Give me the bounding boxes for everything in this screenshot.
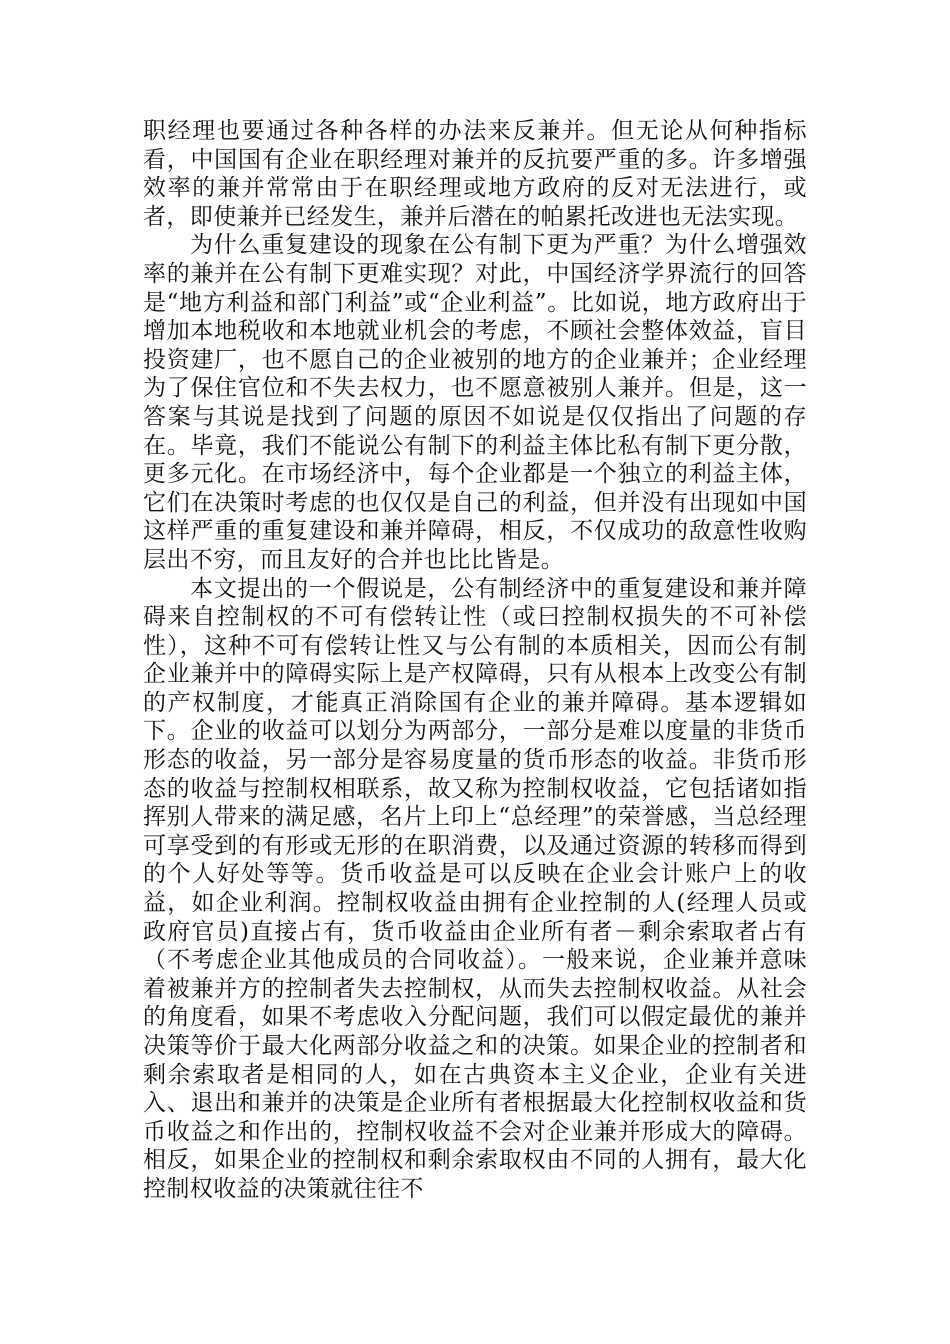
- paragraph-1: 职经理也要通过各种各样的办法来反兼并。但无论从何种指标看，中国国有企业在职经理对兼并的反抗要严重的多。许多增强效率的兼并常常由于在职经理或地方政府的反对无法进行，或者，即使兼并已经发生，兼并后潜在的帕累托改进也无法实现。: [143, 118, 807, 230]
- body-text: [143, 117, 807, 1204]
- paragraph-3: 本文提出的一个假说是，公有制经济中的重复建设和兼并障碍来自控制权的不可有偿转让性（或曰控制权损失的不可补偿性），这种不可有偿转让性又与公有制的本质相关，因而公有制企业兼并中的障碍实际上是产权障碍，只有从根本上改变公有制的产权制度，才能真正消除国有企业的兼并障碍。基本逻辑如下。企业的收益可以划分为两部分，一部分是难以度量的非货币形态的收益，另一部分是容易度量的货币形态的收益。非货币形态的收益与控制权相联系，故又称为控制权收益，它包括诸如指挥别人带来的满足感，名片上印上“总经理”的荣誉感，当总经理可享受到的有形或无形的在职消费，以及通过资源的转移而得到的个人好处等等。货币收益是可以反映在企业会计账户上的收益，如企业利润。控制权收益由拥有企业控制的人(经理人员或政府官员)直接占有，货币收益由企业所有者－剩余索取者占有（不考虑企业其他成员的合同收益）。一般来说，企业兼并意味着被兼并方的控制者失去控制权，从而失去控制权收益。从社会的角度看，如果不考虑收入分配问题，我们可以假定最优的兼并决策等价于最大化两部分收益之和的决策。如果企业的控制者和剩余索取者是相同的人，如在古典资本主义企业，企业有关进入、退出和兼并的决策是企业所有者根据最大化控制权收益和货币收益之和作出的，控制权收益不会对企业兼并形成大的障碍。相反，如果企业的控制权和剩余索取权由不同的人拥有，最大化控制权收益的决策就往往不: [143, 575, 807, 1202]
- paragraph-2: 为什么重复建设的现象在公有制下更为严重？为什么增强效率的兼并在公有制下更难实现？对此，中国经济学界流行的回答是“地方利益和部门利益”或“企业利益”。比如说，地方政府出于增加本地税收和本地就业机会的考虑，不顾社会整体效益，盲目投资建厂，也不愿自己的企业被别的地方的企业兼并；企业经理为了保住官位和不失去权力，也不愿意被别人兼并。但是，这一答案与其说是找到了问题的原因不如说是仅仅指出了问题的存在。毕竟，我们不能说公有制下的利益主体比私有制下更分散，更多元化。在市场经济中，每个企业都是一个独立的利益主体，它们在决策时考虑的也仅仅是自己的利益，但并没有出现如中国这样严重的重复建设和兼并障碍，相反，不仅成功的敌意性收购层出不穷，而且友好的合并也比比皆是。: [143, 232, 807, 573]
